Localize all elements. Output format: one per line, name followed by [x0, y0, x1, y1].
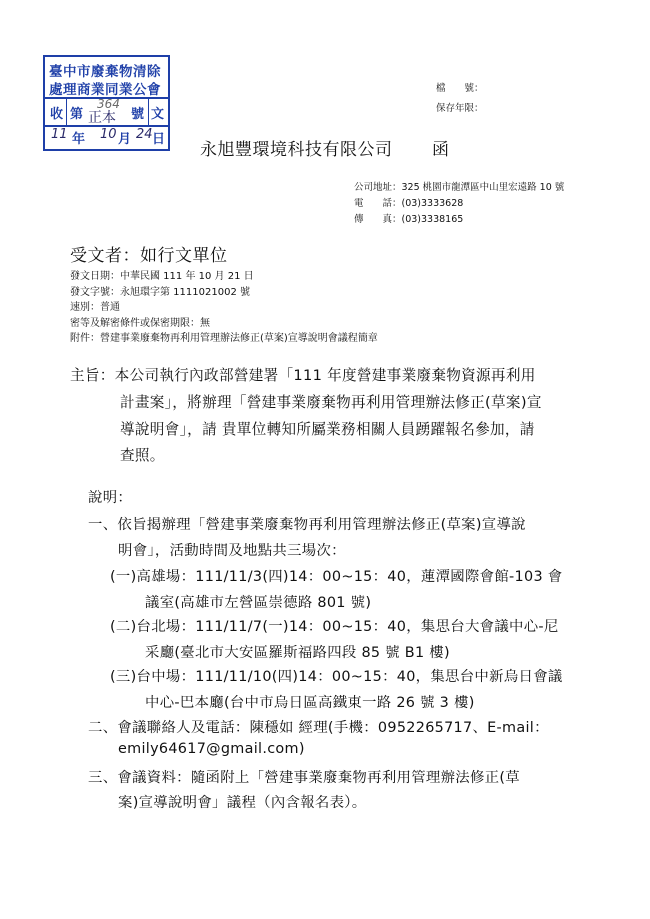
item1-line1: 一、依旨揭辦理「營建事業廢棄物再利用管理辦法修正(草案)宣導說 [88, 517, 526, 533]
secrecy-level: 密等及解密條件或保密期限：無 [70, 318, 210, 329]
session3-line1: (三)台中場：111/11/10(四)14：00~15：40，集思台中新烏日會議 [110, 669, 563, 685]
stamp-date-year: 11 [51, 127, 68, 142]
item2-line1: 二、會議聯絡人及電話：陳穩如 經理(手機：0952265717、E-mail： [88, 720, 549, 736]
stamp-org-line1: 臺中市廢棄物清除 [49, 64, 161, 80]
attachment: 附件：營建事業廢棄物再利用管理辦法修正(草案)宣導說明會議程簡章 [70, 333, 378, 344]
retention-period-label: 保存年限： [436, 103, 484, 114]
stamp-receive-number: 364 [97, 97, 120, 111]
session1-line1: (一)高雄場：111/11/3(四)14：00~15：40，蓮潭國際會館-103 會 [110, 569, 563, 585]
issue-date: 發文日期：中華民國 111 年 10 月 21 日 [70, 271, 254, 282]
receipt-stamp [43, 55, 170, 151]
stamp-day-unit: 日 [152, 132, 166, 147]
subject-line3: 導說明會」，請 貴單位轉知所屬業務相關人員踴躍報名參加，請 [120, 421, 535, 438]
subject-line1: 主旨：本公司執行內政部營建署「111 年度營建事業廢棄物資源再利用 [70, 367, 536, 384]
session1-line2: 議室(高雄市左營區崇德路 801 號) [145, 595, 372, 611]
sender-company: 永旭豐環境科技有限公司 [200, 140, 393, 160]
explanation-heading: 說明： [88, 490, 133, 506]
sender-fax: 傳 真：(03)3338165 [354, 214, 464, 225]
stamp-receive-label: 收 [50, 107, 64, 122]
delivery-speed: 速別：普通 [70, 302, 120, 313]
item2-line2: emily64617@gmail.com) [118, 741, 305, 757]
stamp-year-unit: 年 [72, 132, 86, 147]
recipient: 受文者：如行文單位 [70, 246, 228, 266]
item3-line2: 案)宣導說明會」議程（內含報名表）。 [118, 795, 367, 811]
stamp-doc-label: 文 [151, 107, 165, 122]
file-number-label: 檔 號： [436, 83, 484, 94]
stamp-date-day: 24 [136, 127, 153, 142]
stamp-month-unit: 月 [118, 132, 132, 147]
item1-line2: 明會」，活動時間及地點共三場次： [118, 543, 346, 559]
session3-line2: 中心-巴本廳(台中市烏日區高鐵東一路 26 號 3 樓) [145, 695, 475, 711]
document-type: 函 [432, 140, 449, 160]
item3-line1: 三、會議資料：隨函附上「營建事業廢棄物再利用管理辦法修正(草 [88, 770, 520, 786]
issue-reference: 發文字號：永旭環字第 1111021002 號 [70, 287, 250, 298]
stamp-number-label: 號 [131, 107, 145, 122]
stamp-handwritten-note: 正本 [88, 110, 116, 126]
subject-line4: 查照。 [120, 447, 165, 464]
sender-address: 公司地址：325 桃園市龍潭區中山里宏遠路 10 號 [354, 182, 565, 193]
stamp-no-label: 第 [70, 107, 84, 122]
session2-line1: (二)台北場：111/11/7(一)14：00~15：40，集思台大會議中心-尼 [110, 619, 559, 635]
subject-line2: 計畫案」，將辦理「營建事業廢棄物再利用管理辦法修正(草案)宣 [120, 394, 542, 411]
sender-phone: 電 話：(03)3333628 [354, 198, 464, 209]
session2-line2: 采廳(臺北市大安區羅斯福路四段 85 號 B1 樓) [145, 645, 450, 661]
stamp-date-month: 10 [100, 127, 117, 142]
stamp-org-line2: 處理商業同業公會 [49, 82, 161, 98]
